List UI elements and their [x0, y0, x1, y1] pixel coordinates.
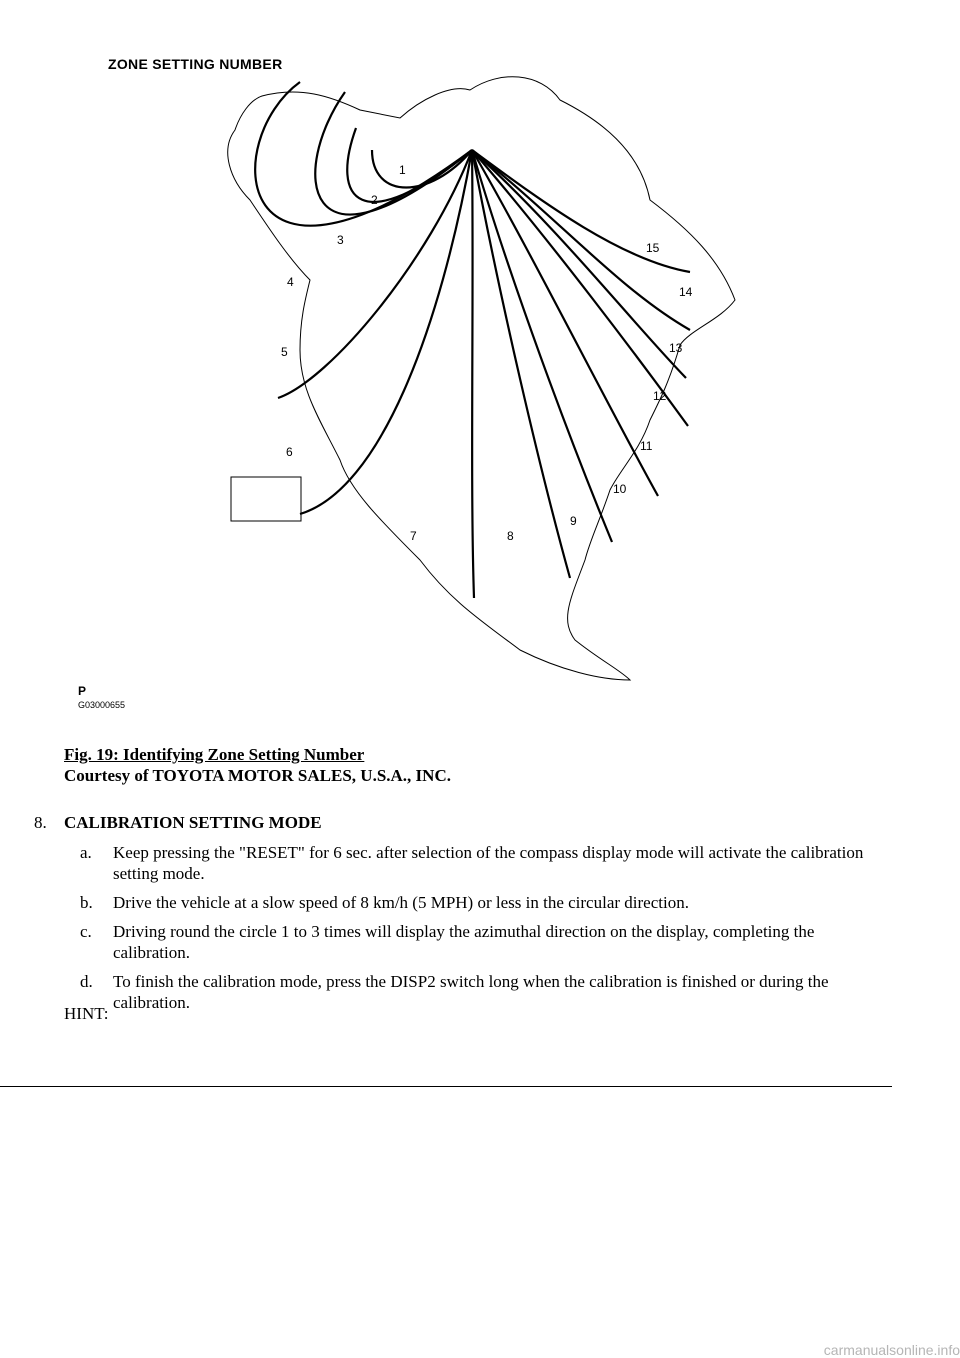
list-item	[80, 892, 890, 913]
zone-boundary-line	[472, 150, 688, 426]
hint-label: HINT:	[64, 1004, 109, 1023]
zone-boundary-line	[472, 150, 686, 378]
step-number: 8.	[34, 813, 47, 832]
zone-boundary-line	[372, 150, 472, 188]
step-heading: CALIBRATION SETTING MODE	[64, 813, 322, 832]
zone-number-label: 12	[653, 389, 667, 403]
zone-number-label: 8	[507, 529, 514, 543]
zone-number-label: 4	[287, 275, 294, 289]
zone-boundary-line	[472, 150, 658, 496]
item-marker: a.	[80, 843, 92, 862]
zone-number-label: 2	[371, 193, 378, 207]
list-item	[80, 921, 890, 963]
zone-number-label: 15	[646, 241, 660, 255]
zone-boundary-line	[472, 150, 474, 598]
zone-boundary-line	[278, 150, 472, 398]
hawaii-inset-box	[231, 477, 301, 521]
figure-code-letter: P	[78, 684, 87, 698]
zone-number-label: 5	[281, 345, 288, 359]
item-marker: c.	[80, 922, 92, 941]
zone-boundary-line	[255, 82, 472, 226]
horizontal-rule	[0, 1086, 892, 1087]
zone-number-label: 3	[337, 233, 344, 247]
courtesy-line: Courtesy of TOYOTA MOTOR SALES, U.S.A., INC.	[64, 766, 451, 785]
zone-number-label: 11	[640, 439, 653, 453]
item-text: Drive the vehicle at a slow speed of 8 km/h (5 MPH) or less in the circular direction.	[113, 893, 689, 912]
zone-number-label: 14	[679, 285, 693, 299]
list-item	[80, 842, 890, 884]
zone-boundary-line	[472, 150, 690, 330]
figure-label: Fig. 19: Identifying Zone Setting Number	[64, 745, 365, 764]
list-item	[80, 971, 890, 1013]
item-text: Keep pressing the "RESET" for 6 sec. after selection of the compass display mode will activate the calibration setting mode.	[113, 843, 864, 883]
zone-number-label: 13	[669, 341, 683, 355]
figure-code: G03000655	[78, 700, 126, 710]
zone-number-label: 6	[286, 445, 293, 459]
item-text: Driving round the circle 1 to 3 times will display the azimuthal direction on the display, completing the calibration.	[113, 922, 815, 962]
step-header	[34, 813, 322, 833]
zone-number-label: 9	[570, 514, 577, 528]
zone-number-label: 1	[399, 163, 406, 177]
zone-boundary-line	[315, 92, 472, 215]
figure-caption	[64, 744, 451, 786]
item-marker: d.	[80, 972, 93, 991]
zone-boundary-line	[472, 150, 570, 578]
item-text: To finish the calibration mode, press the DISP2 switch long when the calibration is finished or during the calibration.	[113, 972, 829, 1012]
zone-number-label: 7	[410, 529, 417, 543]
item-marker: b.	[80, 893, 93, 912]
watermark: carmanualsonline.info	[823, 1342, 960, 1358]
figure-title: ZONE SETTING NUMBER	[108, 56, 283, 72]
zone-number-label: 10	[613, 482, 627, 496]
step-items	[80, 842, 890, 1021]
